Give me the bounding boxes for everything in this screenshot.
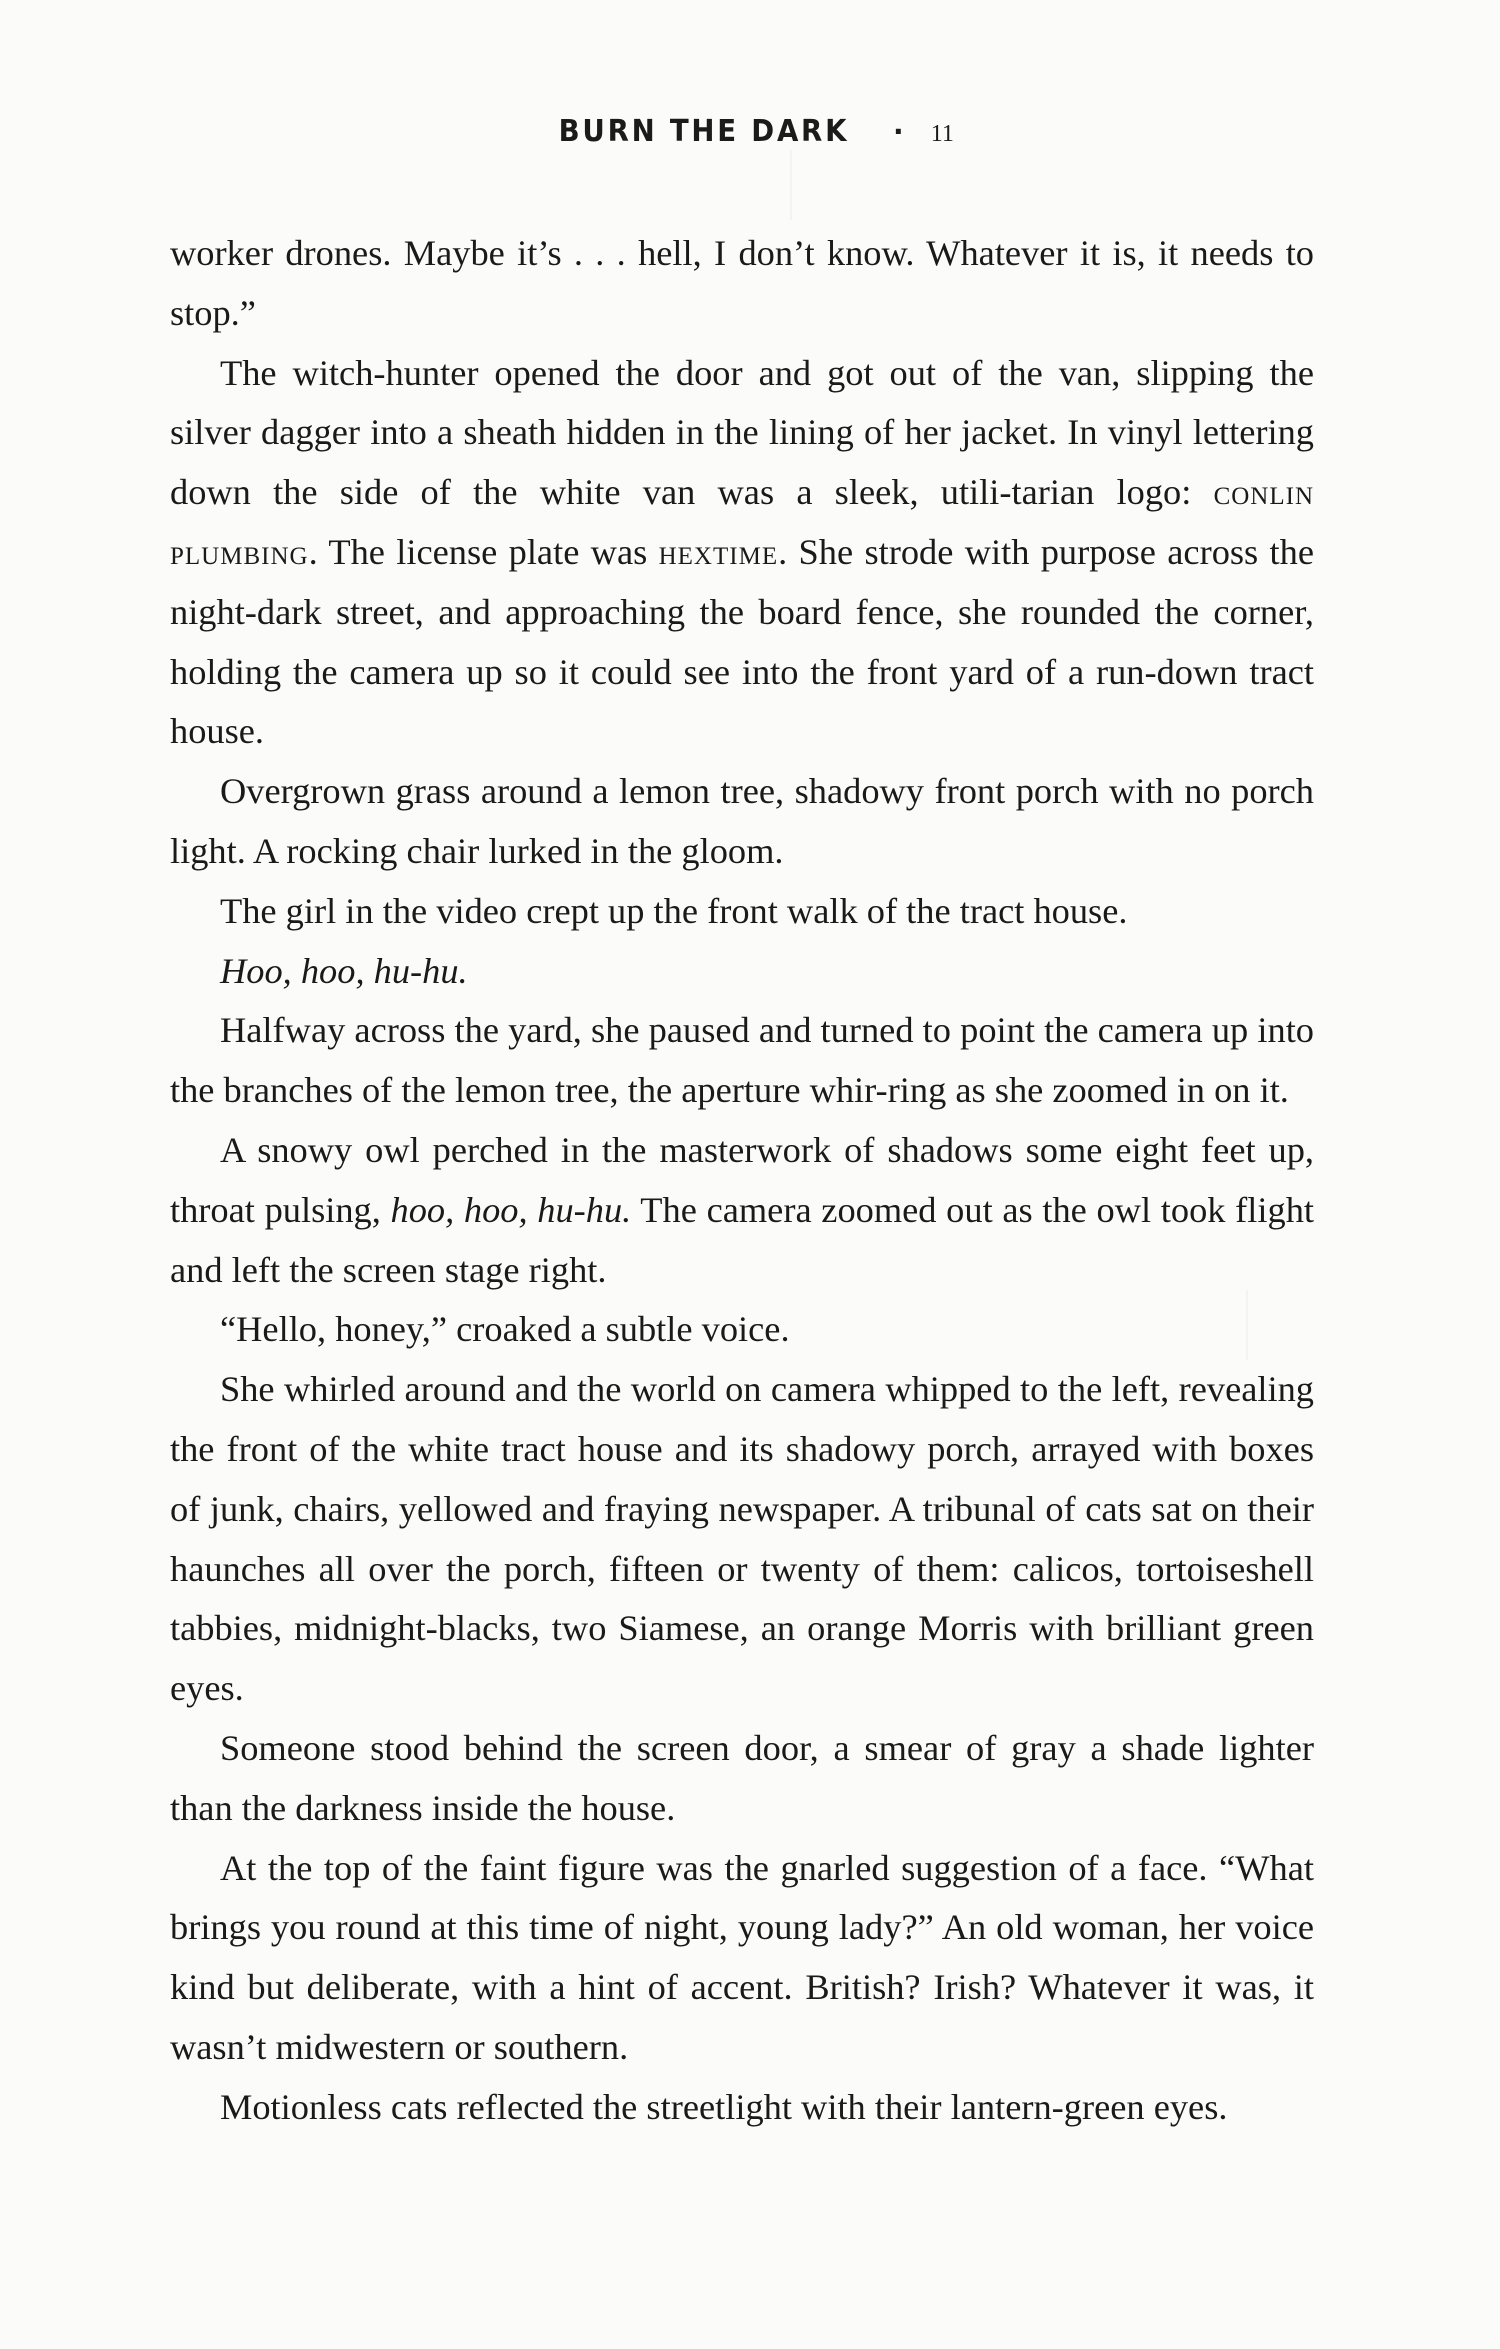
text-run: “Hello, honey,” croaked a subtle voice. [220,1309,790,1350]
text-run: Halfway across the yard, she paused and turned to point the camera up into the branches of the lemon tree, the aperture whir-ring as she zoomed in on it. [170,1010,1314,1111]
paragraph [170,344,1314,763]
paragraph [170,882,1314,942]
paragraph [170,2078,1314,2138]
running-header [0,112,1500,152]
paragraph [170,1121,1314,1300]
text-run: Overgrown grass around a lemon tree, shadowy front porch with no porch light. A rocking chair lurked in the gloom. [170,771,1314,871]
running-title: BURN THE DARK [558,114,850,149]
paragraph [170,1719,1314,1839]
paragraph [170,762,1314,882]
scan-artifact [790,150,792,220]
paragraph [170,1839,1314,2078]
license-plate-text: hextime [658,531,779,572]
paragraph [170,1300,1314,1360]
text-run: The witch-hunter opened the door and got out of the van, slipping the silver dagger into a sheath hidden in the lining of her jacket. In vinyl lettering down the side of the white van was a sleek, utili-tarian logo: [170,352,1314,513]
text-run: worker drones. Maybe it’s . . . hell, I don’t know. Whatever it is, it needs to stop.” [170,233,1314,333]
text-run: . She strode with purpose across the night-dark street, and approaching the board fence, she rounded the corner, holding the camera up so it could see into the front yard of a run-down tract house. [170,531,1315,752]
text-run: She whirled around and the world on camera whipped to the left, revealing the front of the white tract house and its shadowy porch, arrayed with boxes of junk, chairs, yellowed and fraying newspaper. A tribunal of cats sat on their haunches all over the porch, fifteen or twenty of them: calicos, tortoiseshell tabbies, midnight-blacks, two Siamese, an orange Morris with brilliant green eyes. [170,1369,1314,1709]
header-separator: · [893,115,904,148]
text-run: At the top of the faint figure was the gnarled suggestion of a face. “What brings you round at this time of night, young lady?” An old woman, her voice kind but deliberate, with a hint of accent. British? Irish? Whatever it was, it wasn’t midwestern or southern. [170,1847,1314,2067]
text-run: Someone stood behind the screen door, a smear of gray a shade lighter than the darkness inside the house. [170,1727,1314,1828]
owl-call-text: hoo, hoo, hu-hu. [390,1189,632,1230]
text-run: The camera zoomed out as the owl took flight and left the screen stage right. [170,1189,1315,1290]
text-run: Motionless cats reflected the streetlight with their lantern-green eyes. [220,2086,1228,2127]
paragraph [170,1001,1314,1121]
owl-call-text: Hoo, hoo, hu-hu. [220,950,468,991]
page-number: 11 [930,121,954,147]
paragraph [170,224,1314,344]
text-run: The girl in the video crept up the front walk of the tract house. [220,890,1128,931]
body-text [170,224,1314,2138]
paragraph [170,942,1314,1002]
text-run: . The license plate was [308,531,659,572]
van-logo-text: conlin plumbing [170,472,1314,572]
text-run: A snowy owl perched in the masterwork of shadows some eight feet up, throat pulsing, [170,1129,1314,1230]
paragraph [170,1360,1314,1719]
